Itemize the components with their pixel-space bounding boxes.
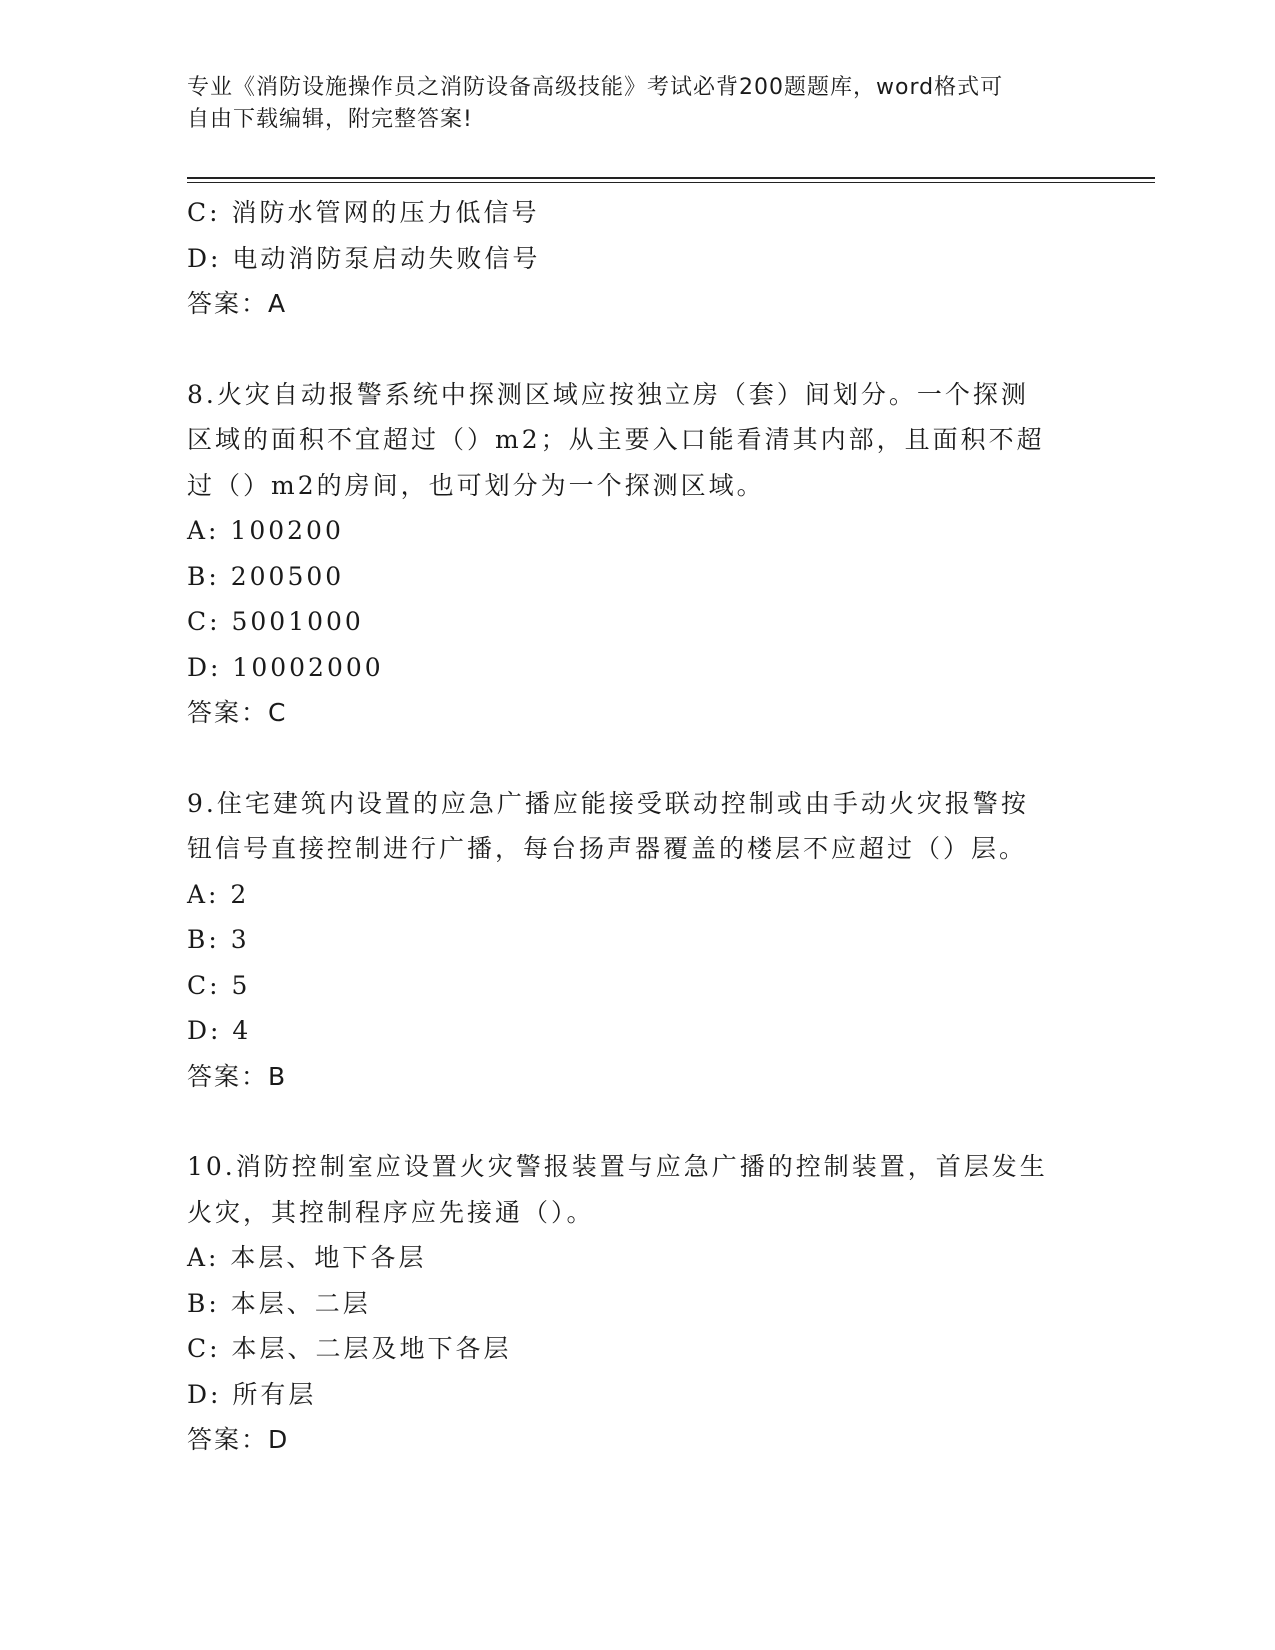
option-d: D: 电动消防泵启动失败信号 <box>187 243 541 273</box>
option-b: B: 200500 <box>187 561 345 591</box>
answer-line: 答案：D <box>187 1425 290 1454</box>
question-8 <box>187 372 1087 736</box>
header-rule-thin <box>187 182 1155 183</box>
question-stem-line: 区域的面积不宜超过（）m2；从主要入口能看清其内部，且面积不超 <box>187 425 1045 454</box>
option-c: C: 本层、二层及地下各层 <box>187 1334 512 1363</box>
question-9 <box>187 781 1087 1100</box>
option-c: C: 消防水管网的压力低信号 <box>187 198 540 227</box>
header-rule-thick <box>187 177 1155 179</box>
question-10 <box>187 1144 1087 1463</box>
page-header <box>187 72 1067 136</box>
answer-line: 答案：A <box>187 289 288 318</box>
previous-question-tail <box>187 190 1087 327</box>
option-d: D: 所有层 <box>187 1379 317 1409</box>
option-b: B: 3 <box>187 925 250 954</box>
header-title-line-1: 专业《消防设施操作员之消防设备高级技能》考试必背200题题库，word格式可 <box>187 75 1004 100</box>
option-c: C: 5001000 <box>187 607 364 636</box>
option-a: A: 100200 <box>187 516 344 545</box>
header-title-line-2: 自由下载编辑，附完整答案! <box>187 107 473 132</box>
option-d: D: 10002000 <box>187 652 384 682</box>
answer-line: 答案：B <box>187 1061 288 1091</box>
option-d: D: 4 <box>187 1016 252 1045</box>
option-a: A: 本层、地下各层 <box>187 1243 427 1272</box>
option-c: C: 5 <box>187 970 251 1000</box>
question-stem-line: 9.住宅建筑内设置的应急广播应能接受联动控制或由手动火灾报警按 <box>187 788 1029 818</box>
question-stem-line: 8.火灾自动报警系统中探测区域应按独立房（套）间划分。一个探测 <box>187 379 1029 409</box>
spacer <box>187 1099 1087 1144</box>
option-a: A: 2 <box>187 879 250 909</box>
question-stem-line: 火灾，其控制程序应先接通（）。 <box>187 1197 595 1227</box>
question-stem-line: 10.消防控制室应设置火灾警报装置与应急广播的控制装置，首层发生 <box>187 1152 1048 1181</box>
spacer <box>187 736 1087 781</box>
option-b: B: 本层、二层 <box>187 1288 371 1318</box>
question-stem-line: 钮信号直接控制进行广播，每台扬声器覆盖的楼层不应超过（）层。 <box>187 834 1028 863</box>
question-content <box>187 190 1087 1463</box>
spacer <box>187 327 1087 372</box>
question-stem-line: 过（）m2的房间，也可划分为一个探测区域。 <box>187 470 765 500</box>
answer-line: 答案：C <box>187 698 288 727</box>
